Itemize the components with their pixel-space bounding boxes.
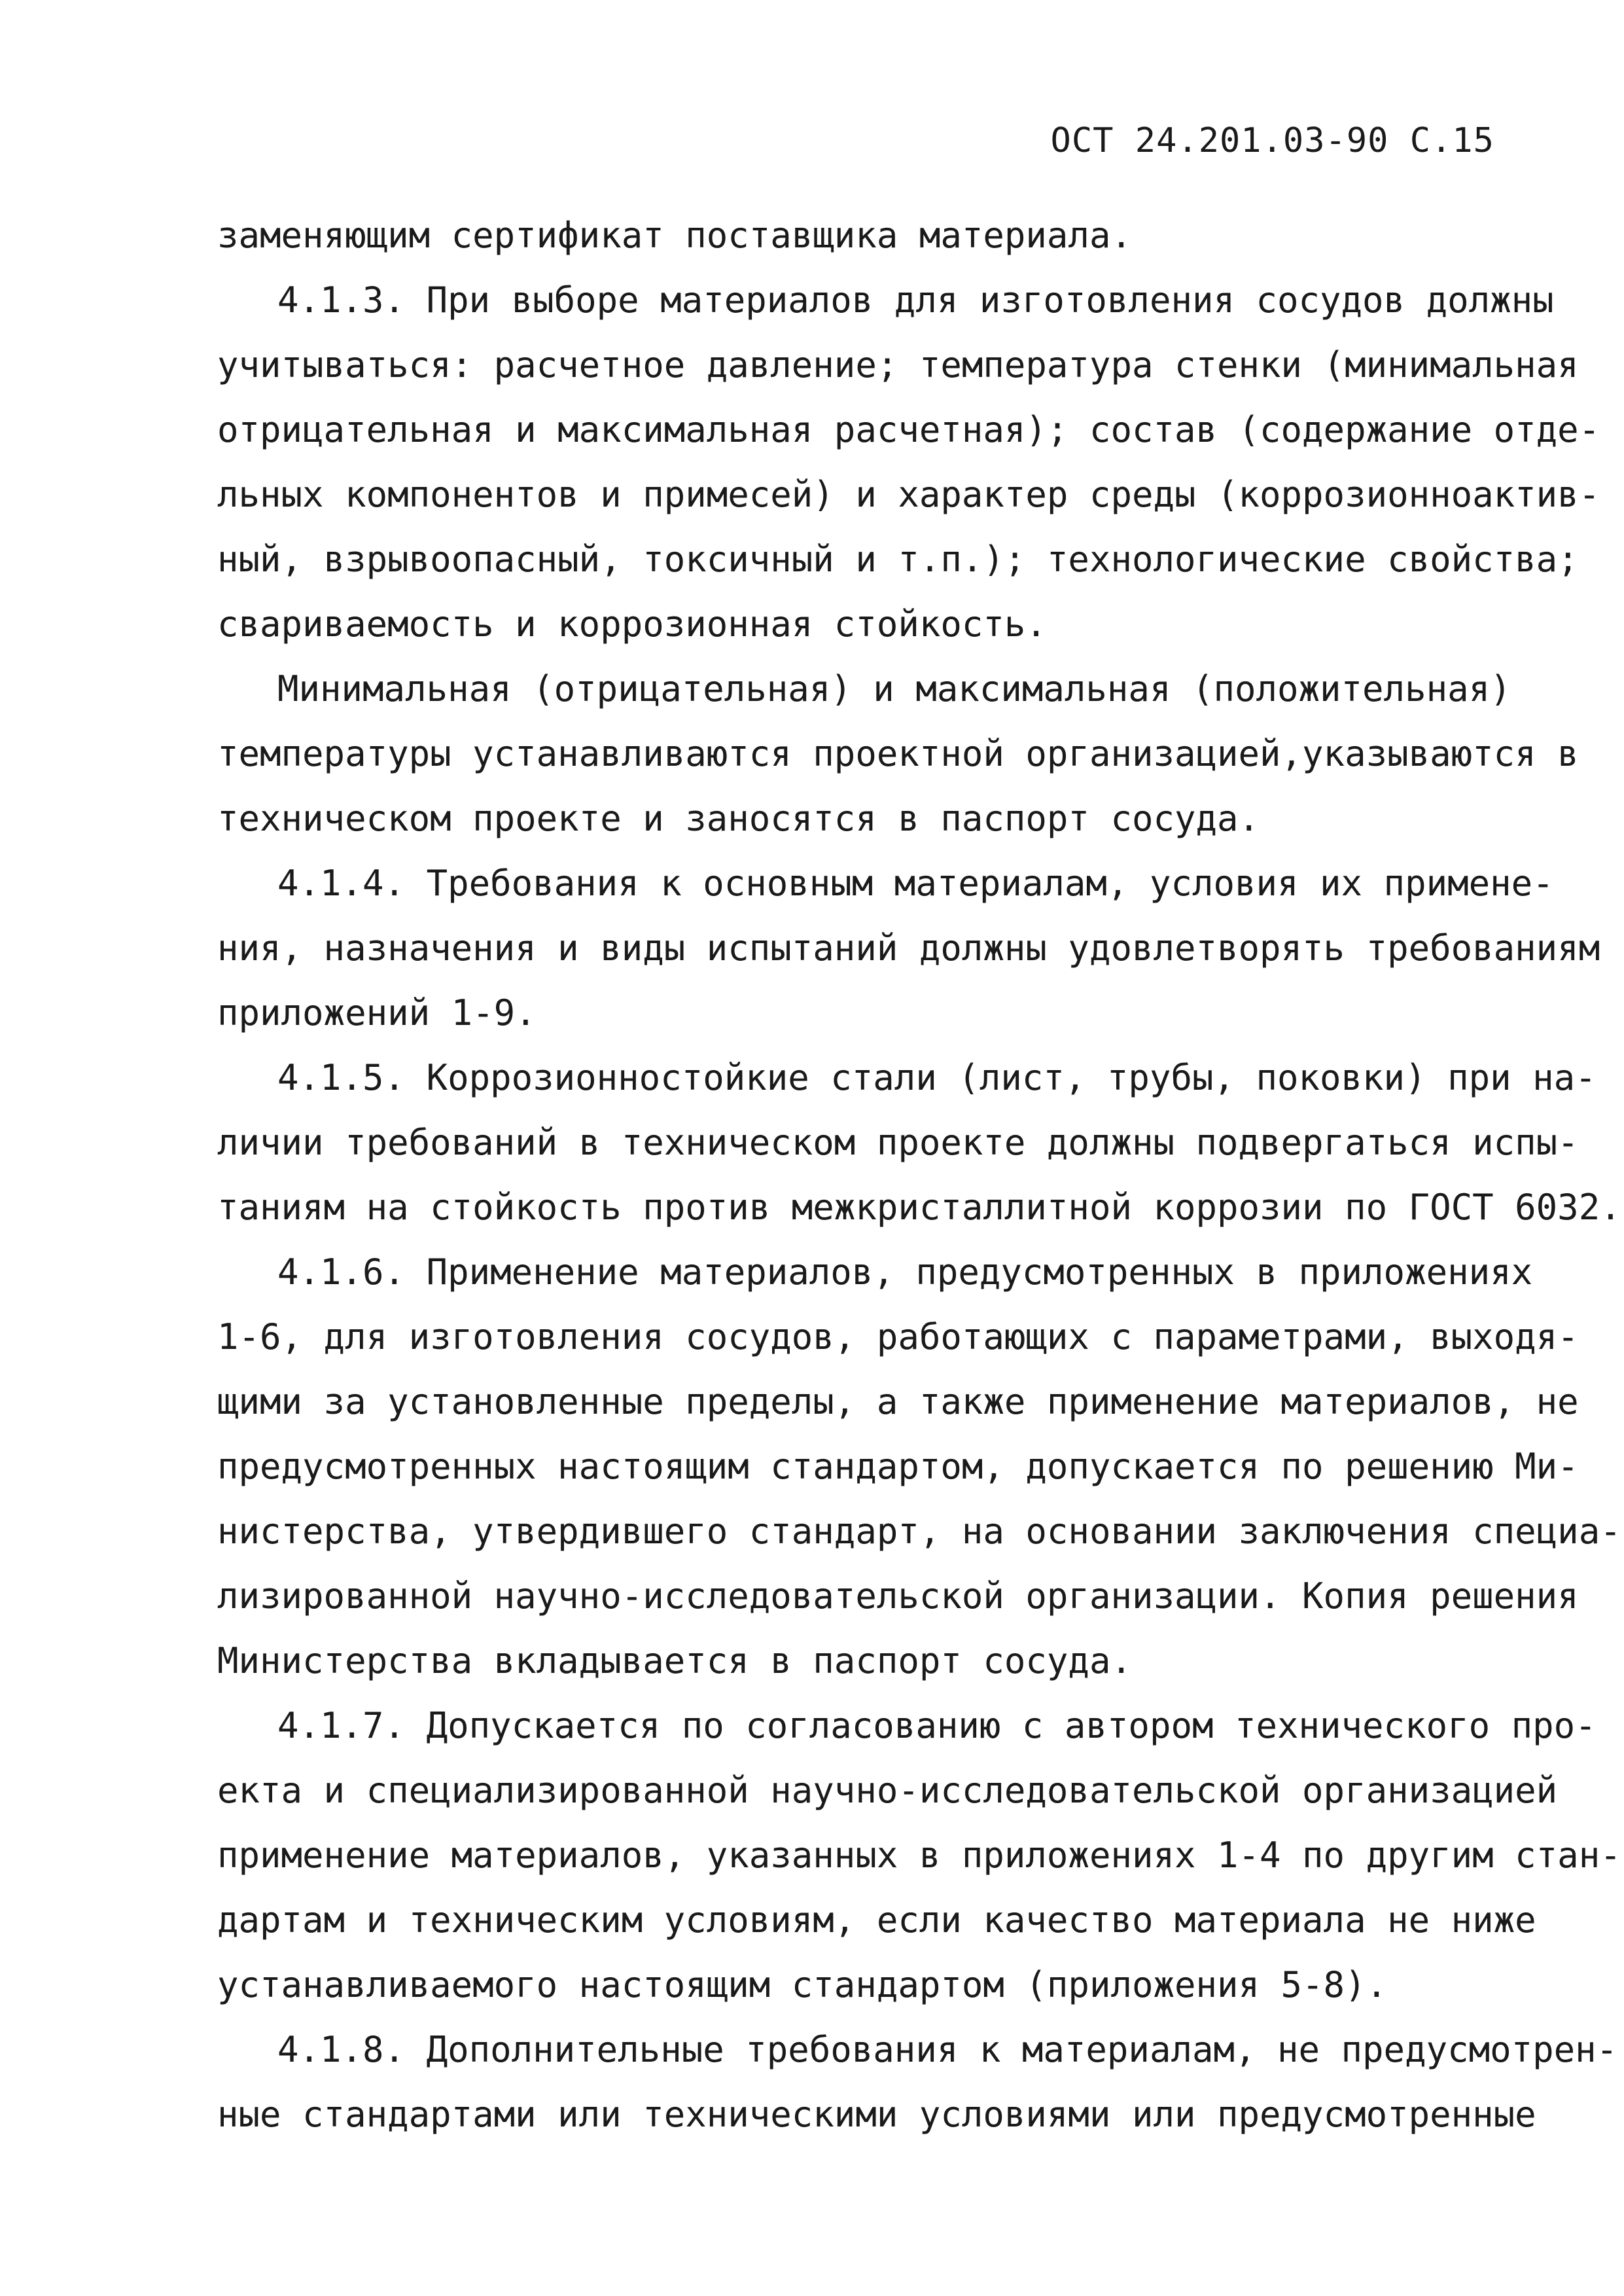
text-line: приложений 1-9. [217,992,537,1033]
text-line: личии требований в техническом проекте должны подвергаться испы- [217,1122,1579,1163]
clause-4-1-4-line: 4.1.4. Требования к основным материалам, условия их примене- [277,863,1554,904]
text-line: дартам и техническим условиям, если качество материала не ниже [217,1899,1536,1941]
text-line: льных компонентов и примесей) и характер среды (коррозионноактив- [217,474,1600,515]
text-line: ный, взрывоопасный, токсичный и т.п.); технологические свойства; [217,539,1579,580]
text-line: ния, назначения и виды испытаний должны удовлетворять требованиям [217,927,1600,969]
text-line: отрицательная и максимальная расчетная); состав (содержание отде- [217,409,1600,450]
clause-4-1-5-line: 4.1.5. Коррозионностойкие стали (лист, трубы, поковки) при на- [277,1057,1597,1098]
text-line: нистерства, утвердившего стандарт, на основании заключения специа- [217,1511,1621,1552]
running-header: ОСТ 24.201.03-90 С.15 [1050,121,1494,160]
text-line: 1-6, для изготовления сосудов, работающих с параметрами, выходя- [217,1316,1579,1357]
paragraph-start-line: Минимальная (отрицательная) и максимальная (положительная) [277,668,1511,709]
clause-4-1-3-line: 4.1.3. При выборе материалов для изготовления сосудов должны [277,279,1554,321]
clause-4-1-8-line: 4.1.8. Дополнительные требования к материалам, не предусмотрен- [277,2029,1618,2070]
text-line: заменяющим сертификат поставщика материала. [217,215,1132,256]
text-line: устанавливаемого настоящим стандартом (приложения 5-8). [217,1964,1388,2005]
text-line: температуры устанавливаются проектной организацией,указываются в [217,733,1579,774]
clause-4-1-6-line: 4.1.6. Применение материалов, предусмотренных в приложениях [277,1251,1533,1293]
text-line: ные стандартами или техническими условиями или предусмотренные [217,2094,1536,2135]
text-line: применение материалов, указанных в приложениях 1-4 по другим стан- [217,1835,1621,1876]
text-line: щими за установленные пределы, а также применение материалов, не [217,1381,1579,1422]
clause-4-1-7-line: 4.1.7. Допускается по согласованию с автором технического про- [277,1705,1597,1746]
text-line: екта и специализированной научно-исследовательской организацией [217,1770,1558,1811]
text-line: предусмотренных настоящим стандартом, допускается по решению Ми- [217,1446,1579,1487]
text-line: техническом проекте и заносятся в паспорт сосуда. [217,798,1260,839]
text-line: Министерства вкладывается в паспорт сосуда. [217,1640,1132,1681]
text-line: таниям на стойкость против межкристаллитной коррозии по ГОСТ 6032. [217,1187,1621,1228]
document-body [217,203,1621,2147]
text-line: лизированной научно-исследовательской организации. Копия решения [217,1575,1579,1617]
text-line: учитываться: расчетное давление; температура стенки (минимальная [217,344,1579,386]
text-line: свариваемость и коррозионная стойкость. [217,603,1047,645]
